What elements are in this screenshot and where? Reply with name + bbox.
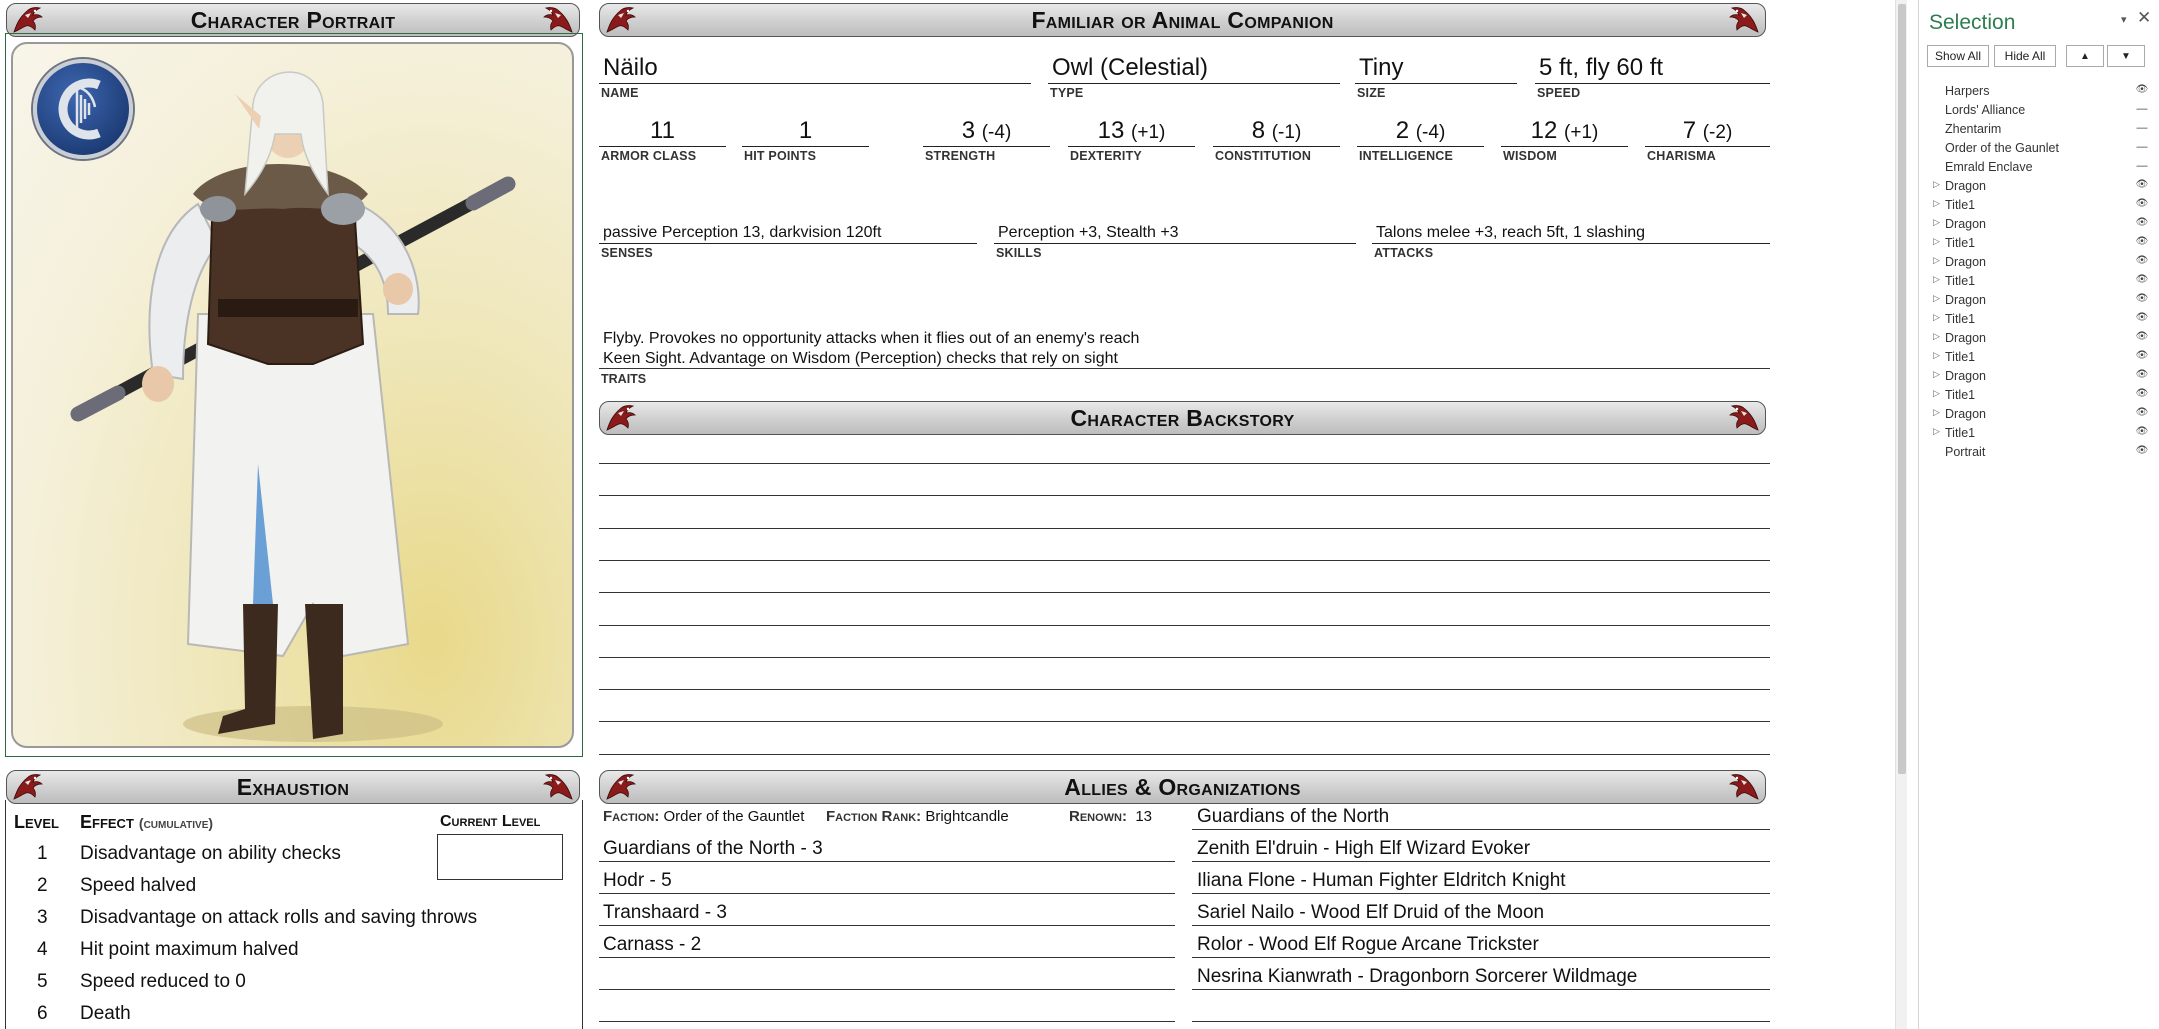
familiar-title: Familiar or Animal Companion (1031, 6, 1334, 33)
backstory-line[interactable] (599, 721, 1770, 722)
exhaustion-effect-text: Hit point maximum halved (80, 939, 299, 960)
portrait-frame[interactable] (5, 33, 583, 757)
expand-triangle-icon[interactable]: ▷ (1933, 274, 1940, 284)
charisma-score: 7 (-2) (1682, 117, 1733, 144)
exhaustion-effect-text: Disadvantage on attack rolls and saving throws (80, 907, 478, 928)
strength-score: 3 (-4) (961, 117, 1012, 144)
armor-class-label: ARMOR CLASS (601, 149, 697, 163)
senses-value: passive Perception 13, darkvision 120ft (603, 224, 882, 241)
eye-icon[interactable]: 👁 (2135, 217, 2149, 228)
familiar-size-label: SIZE (1357, 86, 1386, 100)
arrow-down-icon: ▼ (2121, 50, 2131, 62)
intelligence-score: 2 (-4) (1395, 117, 1446, 144)
dexterity-field[interactable] (1068, 113, 1195, 163)
selection-item-name: Title1 (1945, 198, 1976, 212)
strength-field[interactable] (923, 113, 1050, 163)
traits-label: TRAITS (601, 372, 647, 386)
exhaustion-level-number: 1 (37, 843, 48, 864)
current-level-label: Current Level (440, 813, 541, 830)
hit-points-field[interactable] (742, 113, 869, 163)
show-all-button[interactable]: Show All (1927, 45, 1989, 67)
renown-info[interactable] (1069, 808, 1152, 825)
attacks-field[interactable] (1372, 220, 1770, 260)
eye-icon[interactable]: 👁 (2135, 426, 2149, 437)
familiar-banner (599, 3, 1766, 37)
constitution-label: CONSTITUTION (1215, 149, 1312, 163)
exhaustion-level-header: Level (14, 812, 59, 832)
hit-points-value: 1 (798, 117, 813, 144)
expand-triangle-icon[interactable]: ▷ (1933, 426, 1940, 436)
eye-icon[interactable]: 👁 (2135, 84, 2149, 95)
eye-icon[interactable]: 👁 (2135, 255, 2149, 266)
exhaustion-banner (6, 770, 580, 804)
eye-icon[interactable]: 👁 (2135, 179, 2149, 190)
hide-all-button[interactable]: Hide All (1994, 45, 2056, 67)
faction-contact-entry[interactable]: Carnass - 2 (603, 934, 702, 955)
intelligence-field[interactable] (1357, 113, 1484, 163)
selection-pane-item[interactable] (1919, 367, 2159, 386)
scrollbar-thumb[interactable] (1898, 4, 1906, 774)
allies-right-line (1192, 1021, 1770, 1022)
dragon-icon (604, 5, 636, 35)
eye-icon[interactable]: 👁 (2135, 312, 2149, 323)
backstory-line[interactable] (599, 495, 1770, 496)
exhaustion-effect-text: Speed reduced to 0 (80, 971, 246, 992)
constitution-field[interactable] (1213, 113, 1340, 163)
faction-rank-info[interactable] (826, 808, 1009, 825)
expand-triangle-icon[interactable]: ▷ (1933, 369, 1940, 379)
backstory-banner (599, 401, 1766, 435)
faction-contact-entry[interactable]: Guardians of the North - 3 (603, 838, 823, 859)
trait-flyby: Flyby. Provokes no opportunity attacks when it flies out of an enemy's reach (603, 330, 1140, 347)
expand-triangle-icon[interactable]: ▷ (1933, 293, 1940, 303)
selection-pane-item[interactable] (1919, 329, 2159, 348)
armor-class-field[interactable] (599, 113, 726, 163)
dragon-icon (11, 5, 43, 35)
hidden-dash-icon[interactable]: — (2136, 160, 2148, 172)
faction-rank-value: Brightcandle (925, 808, 1009, 825)
expand-triangle-icon[interactable]: ▷ (1933, 217, 1940, 227)
selection-item-name: Dragon (1945, 331, 1986, 345)
familiar-size-field[interactable] (1355, 50, 1517, 100)
faction-info[interactable] (603, 808, 804, 825)
ally-entry[interactable]: Zenith El'druin - High Elf Wizard Evoker (1197, 838, 1531, 859)
send-backward-button[interactable] (2107, 45, 2145, 67)
wisdom-label: WISDOM (1503, 149, 1557, 163)
intelligence-modifier: (-4) (1415, 122, 1446, 143)
selection-pane-item[interactable] (1919, 82, 2159, 101)
constitution-modifier: (-1) (1271, 122, 1302, 143)
pane-close-icon[interactable]: ✕ (2137, 8, 2152, 27)
renown-label: Renown: (1069, 808, 1127, 825)
allies-left-line (599, 989, 1175, 990)
backstory-line[interactable] (599, 560, 1770, 561)
dexterity-label: DEXTERITY (1070, 149, 1142, 163)
dexterity-modifier: (+1) (1131, 122, 1166, 143)
ally-entry[interactable]: Nesrina Kianwrath - Dragonborn Sorcerer Wildmage (1197, 966, 1638, 987)
expand-triangle-icon[interactable]: ▷ (1933, 350, 1940, 360)
selection-pane-item[interactable] (1919, 253, 2159, 272)
selection-pane-title: Selection (1929, 11, 2016, 34)
dragon-icon (604, 403, 636, 433)
selection-pane-item[interactable] (1919, 348, 2159, 367)
exhaustion-level-number: 5 (37, 971, 48, 992)
selection-item-name: Title1 (1945, 350, 1976, 364)
armor-class-value: 11 (650, 117, 675, 144)
wisdom-score: 12 (+1) (1530, 117, 1599, 144)
selection-item-name: Emrald Enclave (1945, 160, 2033, 174)
current-level-input[interactable] (437, 834, 563, 880)
hidden-dash-icon[interactable]: — (2136, 103, 2148, 115)
familiar-speed-field[interactable] (1535, 50, 1770, 100)
familiar-type-field[interactable] (1048, 50, 1340, 100)
portrait-banner (6, 3, 580, 37)
expand-triangle-icon[interactable]: ▷ (1933, 179, 1940, 189)
eye-icon[interactable]: 👁 (2135, 236, 2149, 247)
allies-right-line (1192, 957, 1770, 958)
allies-right-line (1192, 893, 1770, 894)
allies-left-line (599, 893, 1175, 894)
selection-item-name: Zhentarim (1945, 122, 2002, 136)
attacks-label: ATTACKS (1374, 246, 1434, 260)
exhaustion-level-number: 6 (37, 1003, 48, 1024)
wisdom-field[interactable] (1501, 113, 1628, 163)
allies-left-line (599, 925, 1175, 926)
exhaustion-level-number: 4 (37, 939, 48, 960)
dragon-icon (543, 5, 575, 35)
expand-triangle-icon[interactable]: ▷ (1933, 198, 1940, 208)
arrow-up-icon: ▲ (2080, 50, 2090, 62)
selection-item-name: Dragon (1945, 407, 1986, 421)
selection-item-name: Title1 (1945, 274, 1976, 288)
familiar-name-label: NAME (601, 86, 639, 100)
selection-item-name: Dragon (1945, 179, 1986, 193)
familiar-size-value: Tiny (1359, 54, 1404, 81)
harper-emblem-icon (33, 59, 133, 159)
exhaustion-effect-header: Effect (cumulative) (80, 812, 214, 832)
selection-item-name: Dragon (1945, 255, 1986, 269)
allies-title: Allies & Organizations (1064, 773, 1301, 800)
expand-triangle-icon[interactable]: ▷ (1933, 312, 1940, 322)
selection-pane-item[interactable] (1919, 120, 2159, 139)
dragon-icon (11, 772, 43, 802)
backstory-title: Character Backstory (1070, 404, 1295, 431)
exhaustion-level-number: 2 (37, 875, 48, 896)
selection-pane-item[interactable] (1919, 139, 2159, 158)
expand-triangle-icon[interactable]: ▷ (1933, 388, 1940, 398)
exhaustion-effect-text: Death (80, 1003, 131, 1024)
familiar-name-field[interactable] (599, 50, 1031, 100)
expand-triangle-icon[interactable]: ▷ (1933, 255, 1940, 265)
selection-pane-item[interactable] (1919, 196, 2159, 215)
charisma-label: CHARISMA (1647, 149, 1716, 163)
ally-entry[interactable]: Guardians of the North (1197, 806, 1390, 827)
charisma-modifier: (-2) (1702, 122, 1733, 143)
constitution-score: 8 (-1) (1251, 117, 1302, 144)
familiar-type-label: TYPE (1050, 86, 1084, 100)
allies-right-line (1192, 925, 1770, 926)
selection-item-name: Dragon (1945, 369, 1986, 383)
backstory-line[interactable] (599, 528, 1770, 529)
charisma-field[interactable] (1645, 113, 1770, 163)
dragon-icon (1729, 772, 1761, 802)
selection-item-name: Portrait (1945, 445, 1986, 459)
selection-pane-item[interactable] (1919, 101, 2159, 120)
expand-triangle-icon[interactable]: ▷ (1933, 236, 1940, 246)
backstory-line[interactable] (599, 754, 1770, 755)
allies-left-line (599, 861, 1175, 862)
renown-value: 13 (1135, 808, 1153, 825)
backstory-line[interactable] (599, 625, 1770, 626)
eye-icon[interactable]: 👁 (2135, 369, 2149, 380)
selection-item-name: Title1 (1945, 236, 1976, 250)
eye-icon[interactable]: 👁 (2135, 445, 2149, 456)
faction-contact-entry[interactable]: Transhaard - 3 (603, 902, 727, 923)
hidden-dash-icon[interactable]: — (2136, 141, 2148, 153)
selection-item-name: Harpers (1945, 84, 1990, 98)
eye-icon[interactable]: 👁 (2135, 388, 2149, 399)
strength-label: STRENGTH (925, 149, 996, 163)
eye-icon[interactable]: 👁 (2135, 198, 2149, 209)
selection-item-name: Title1 (1945, 426, 1976, 440)
senses-field[interactable] (599, 220, 977, 260)
attacks-value: Talons melee +3, reach 5ft, 1 slashing (1376, 224, 1646, 241)
eye-icon[interactable]: 👁 (2135, 331, 2149, 342)
skills-field[interactable] (994, 220, 1356, 260)
selection-pane-item[interactable] (1919, 158, 2159, 177)
faction-rank-label: Faction Rank: (826, 808, 922, 825)
vertical-scrollbar[interactable] (1895, 0, 1907, 1029)
dragon-icon (604, 772, 636, 802)
faction-contact-entry[interactable]: Hodr - 5 (603, 870, 672, 891)
familiar-type-value: Owl (Celestial) (1052, 54, 1209, 81)
familiar-name-value: Näilo (603, 54, 658, 81)
eye-icon[interactable]: 👁 (2135, 407, 2149, 418)
dragon-icon (1729, 5, 1761, 35)
skills-label: SKILLS (996, 246, 1042, 260)
exhaustion-title: Exhaustion (236, 773, 350, 800)
faction-value: Order of the Gauntlet (663, 808, 805, 825)
selection-pane-item[interactable] (1919, 443, 2159, 462)
allies-left-line (599, 1021, 1175, 1022)
eye-icon[interactable]: 👁 (2135, 274, 2149, 285)
backstory-line[interactable] (599, 689, 1770, 690)
selection-pane-item[interactable] (1919, 177, 2159, 196)
wisdom-modifier: (+1) (1564, 122, 1599, 143)
skills-value: Perception +3, Stealth +3 (998, 224, 1179, 241)
exhaustion-effect-text: Speed halved (80, 875, 197, 896)
hidden-dash-icon[interactable]: — (2136, 122, 2148, 134)
intelligence-label: INTELLIGENCE (1359, 149, 1454, 163)
senses-label: SENSES (601, 246, 653, 260)
trait-keen-sight: Keen Sight. Advantage on Wisdom (Perception) checks that rely on sight (603, 350, 1118, 367)
familiar-speed-value: 5 ft, fly 60 ft (1539, 54, 1664, 81)
selection-pane-item[interactable] (1919, 405, 2159, 424)
allies-right-line (1192, 861, 1770, 862)
backstory-line[interactable] (599, 592, 1770, 593)
allies-left-line (599, 957, 1175, 958)
selection-item-name: Dragon (1945, 293, 1986, 307)
selection-item-name: Order of the Gaunlet (1945, 141, 2059, 155)
strength-modifier: (-4) (981, 122, 1012, 143)
faction-label: Faction: (603, 808, 660, 825)
selection-pane-item[interactable] (1919, 215, 2159, 234)
exhaustion-effect-note: (cumulative) (138, 815, 214, 831)
eye-icon[interactable]: 👁 (2135, 350, 2149, 361)
allies-banner (599, 770, 1766, 804)
ally-entry[interactable]: Sariel Nailo - Wood Elf Druid of the Moon (1197, 902, 1545, 923)
selection-pane-item[interactable] (1919, 386, 2159, 405)
traits-underline (599, 368, 1770, 369)
expand-triangle-icon[interactable]: ▷ (1933, 407, 1940, 417)
selection-pane-item[interactable] (1919, 272, 2159, 291)
exhaustion-level-number: 3 (37, 907, 48, 928)
allies-right-line (1192, 829, 1770, 830)
selection-item-name: Lords' Alliance (1945, 103, 2026, 117)
hit-points-label: HIT POINTS (744, 149, 817, 163)
selection-pane (1918, 0, 2159, 1029)
portrait-title: Character Portrait (190, 6, 396, 33)
expand-triangle-icon[interactable]: ▷ (1933, 331, 1940, 341)
ally-entry[interactable]: Rolor - Wood Elf Rogue Arcane Trickster (1197, 934, 1539, 955)
dragon-icon (543, 772, 575, 802)
selection-item-name: Title1 (1945, 312, 1976, 326)
selection-pane-item[interactable] (1919, 424, 2159, 443)
backstory-line[interactable] (599, 463, 1770, 464)
selection-item-name: Title1 (1945, 388, 1976, 402)
portrait-image[interactable] (11, 42, 574, 748)
bring-forward-button[interactable] (2066, 45, 2104, 67)
ally-entry[interactable]: Iliana Flone - Human Fighter Eldritch Knight (1197, 870, 1566, 891)
exhaustion-effect-text: Disadvantage on ability checks (80, 843, 341, 864)
allies-right-line (1192, 989, 1770, 990)
selection-pane-item[interactable] (1919, 291, 2159, 310)
pane-options-chevron-icon[interactable]: ▾ (2121, 14, 2127, 26)
selection-pane-item[interactable] (1919, 310, 2159, 329)
selection-item-name: Dragon (1945, 217, 1986, 231)
selection-pane-item[interactable] (1919, 234, 2159, 253)
backstory-line[interactable] (599, 657, 1770, 658)
familiar-speed-label: SPEED (1537, 86, 1581, 100)
eye-icon[interactable]: 👁 (2135, 293, 2149, 304)
dexterity-score: 13 (+1) (1097, 117, 1166, 144)
dragon-icon (1729, 403, 1761, 433)
